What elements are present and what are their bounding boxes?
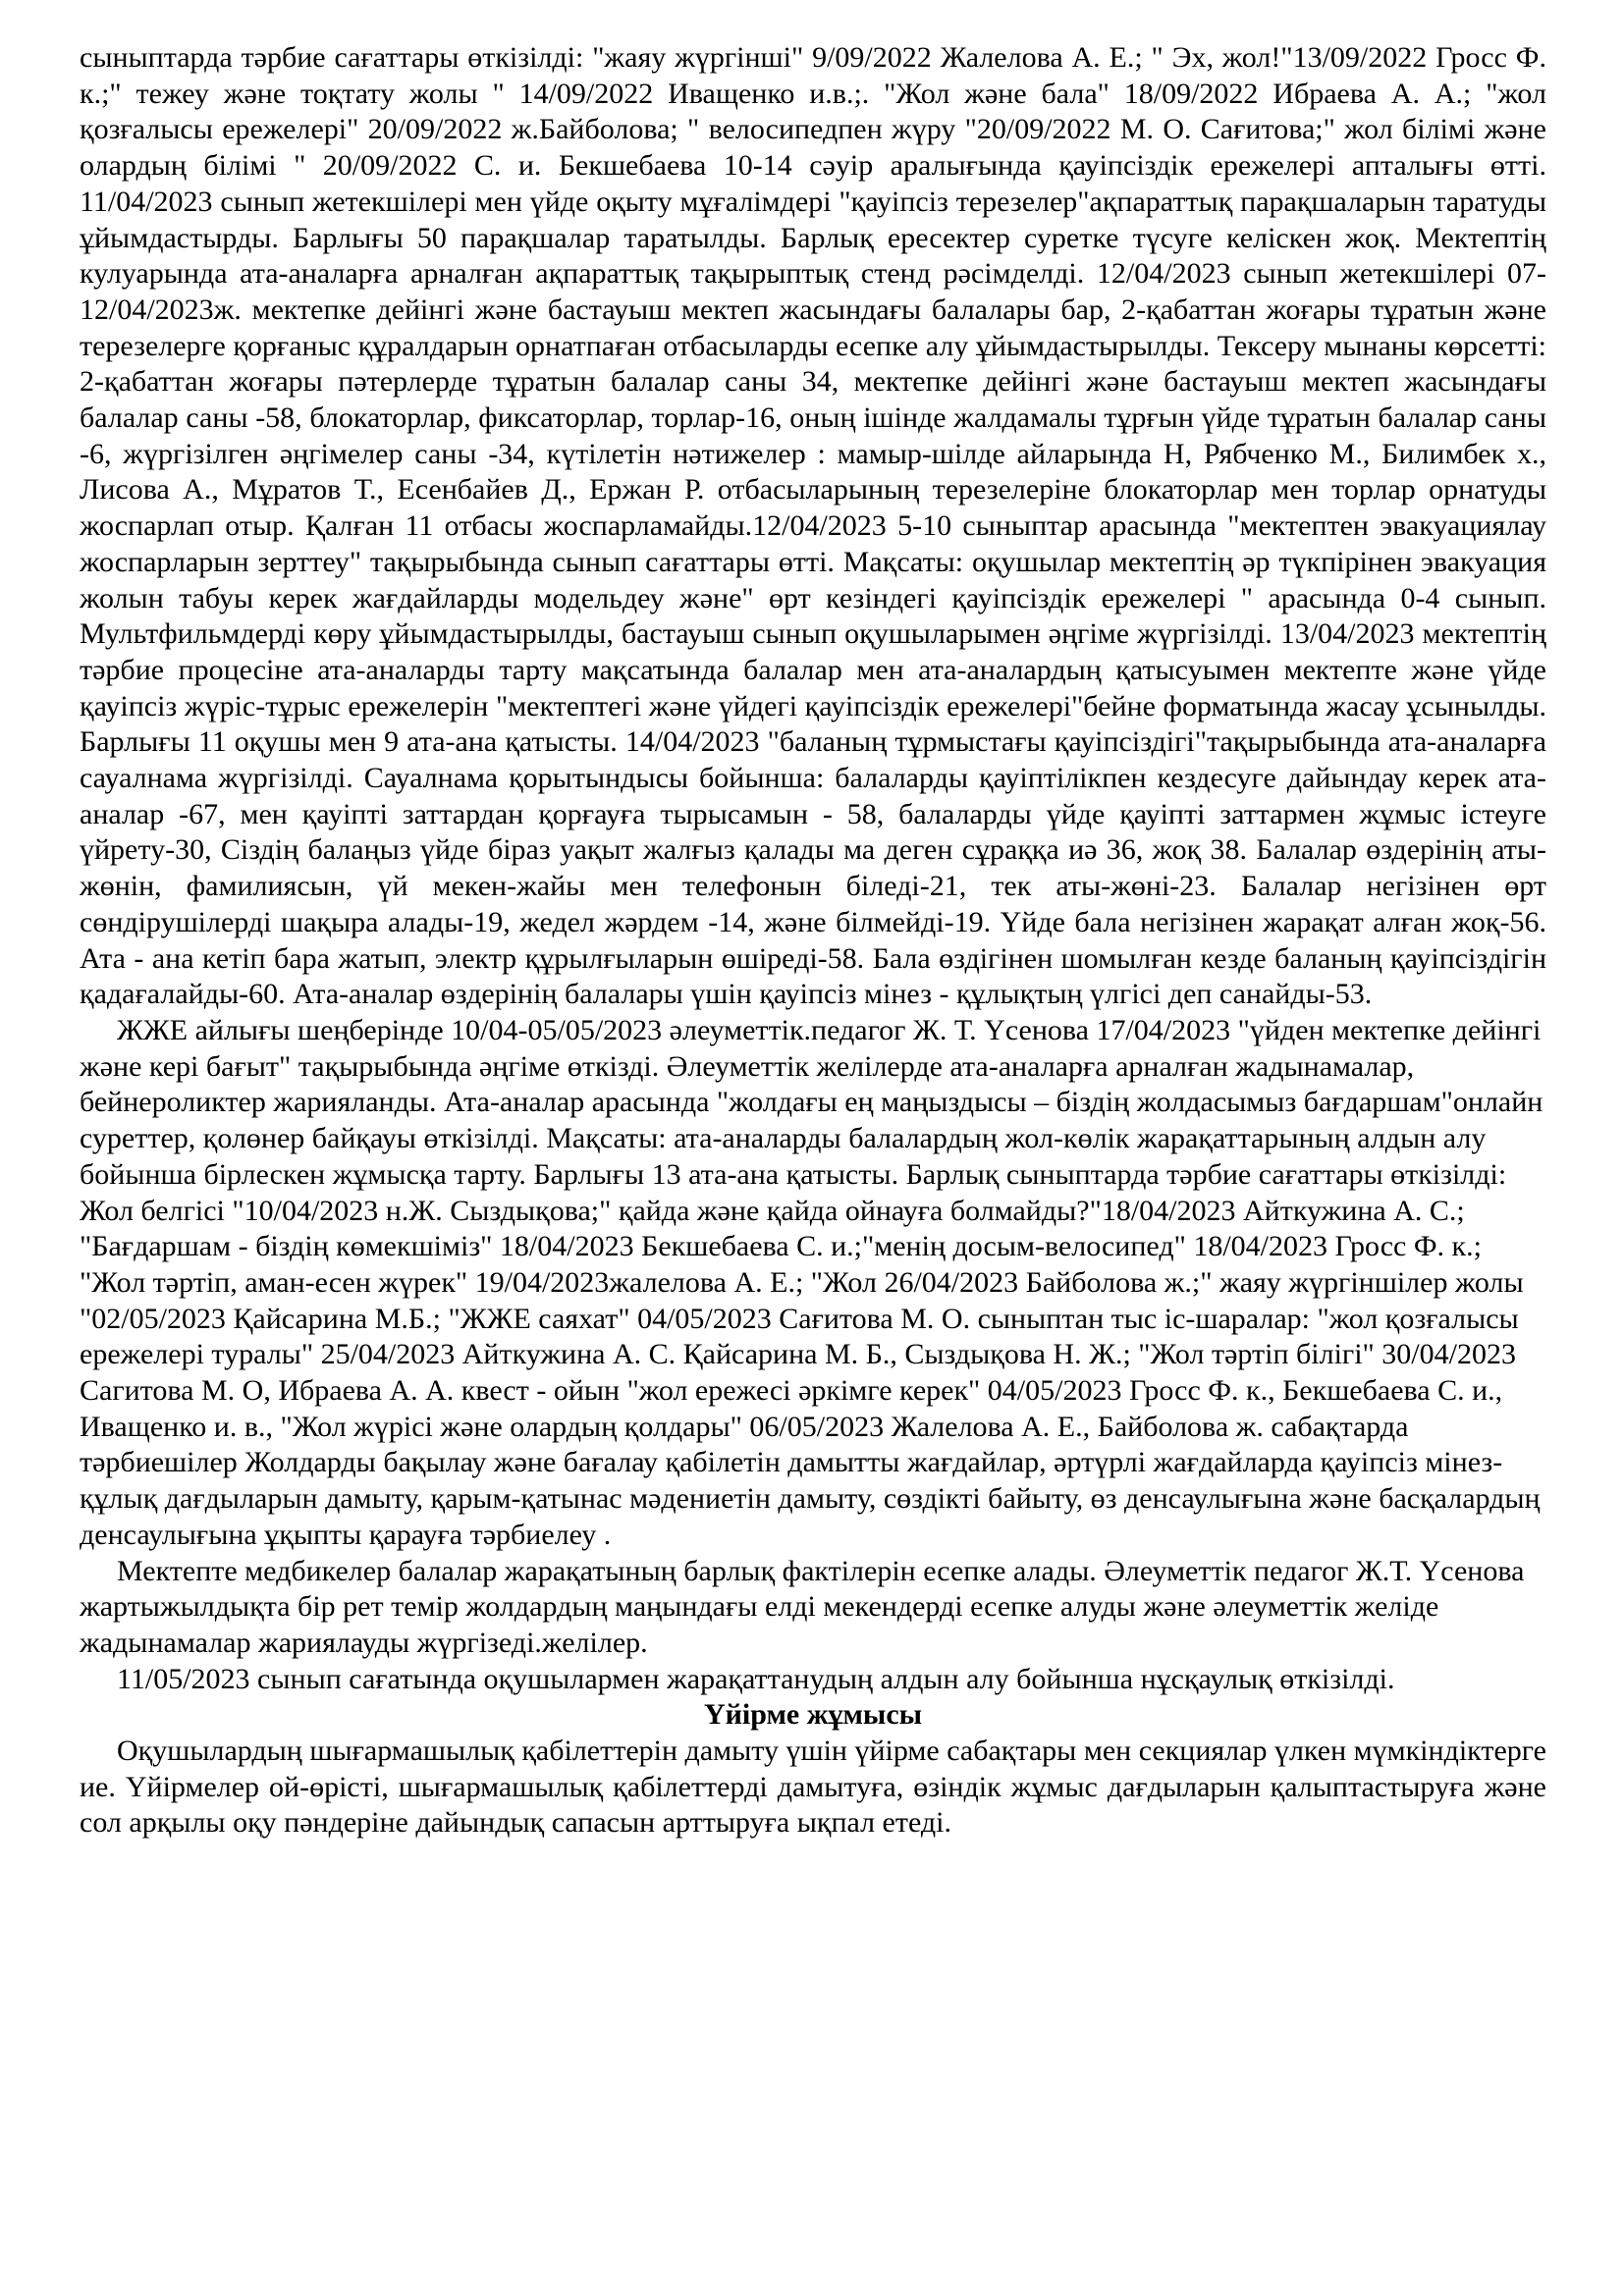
paragraph-medical-records: Мектепте медбикелер балалар жарақатының барлық фактілерін есепке алады. Әлеуметтік педагог Ж.Т. Үсенова жартыжылдықта бір рет темір жолдардың маңындағы елді мекендерді есепке алуды және әлеуметтік желіде жадынамалар жариялауды жүргізеді.желілер. (80, 1554, 1525, 1659)
paragraph-traffic-rules-month: ЖЖЕ айлығы шеңберінде 10/04-05/05/2023 әлеуметтік.педагог Ж. Т. Үсенова 17/04/2023 "үйден мектепке дейінгі және кері бағыт" тақырыбында әңгіме өткізді. Әлеуметтік желілерде ата-аналарға арналған жадынамалар, бейнероликтер жарияланды. Ата-аналар арасында "жолдағы ең маңыздысы – біздің жолдасымыз бағдаршам"онлайн суреттер, қолөнер байқауы өткізілді. Мақсаты: ата-аналарды балалардың жол-көлік жарақаттарының алдын алу бойынша бірлескен жұмысқа тарту. Барлығы 13 ата-ана қатысты. Барлық сыныптарда тәрбие сағаттары өткізілді: Жол белгісі "10/04/2023 н.Ж. Сыздықова;" қайда және қайда ойнауға болмайды?"18/04/2023 Айткужина А. С.; "Бағдаршам - біздің көмекшіміз" 18/04/2023 Бекшебаева С. и.;"менің досым-велосипед" 18/04/2023 Гросс Ф. к.; "Жол тәртіп, аман-есен жүрек" 19/04/2023жалелова А. Е.; "Жол 26/04/2023 Байболова ж.;" жаяу жүргіншілер жолы "02/05/2023 Қайсарина М.Б.; "ЖЖЕ саяхат" 04/05/2023 Сағитова М. О. сыныптан тыс іс-шаралар: "жол қозғалысы ережелері туралы" 25/04/2023 Айткужина А. С. Қайсарина М. Б., Сыздықова Н. Ж.; "Жол тәртіп білігі" 30/04/2023 Сагитова М. О, Ибраева А. А. квест - ойын "жол ережесі әркімге керек" 04/05/2023 Гросс Ф. к., Бекшебаева С. и., Иващенко и. в., "Жол жүрісі және олардың қолдары" 06/05/2023 Жалелова А. Е., Байболова ж. сабақтарда тәрбиешілер Жолдарды бақылау және бағалау қабілетін дамытты жағдайлар, әртүрлі жағдайларда қауіпсіз мінез-құлық дағдыларын дамыту, қарым-қатынас мәдениетін дамыту, сөздікті байыту, өз денсаулығына және басқалардың денсаулығына ұқыпты қарауға тәрбиелеу . (80, 1013, 1543, 1551)
section-heading-club-work: Үйірме жұмысы (703, 1698, 923, 1732)
paragraph-club-work: Оқушылардың шығармашылық қабілеттерін дамыту үшін үйірме сабақтары мен секциялар үлкен мүмкіндіктерге ие. Үйірмелер ой-өрісті, шығармашылық қабілеттерді дамытуға, өзіндік жұмыс дағдыларын қалыптастыруға және сол арқылы оқу пәндеріне дайындық сапасын арттыруға ықпал етеді. (80, 1735, 1546, 1840)
paragraph-injury-prevention-briefing: 11/05/2023 сынып сағатында оқушылармен жарақаттанудың алдын алу бойынша нұсқаулық өткізілді. (117, 1662, 1395, 1695)
paragraph-safety-weeks-report: сыныптарда тәрбие сағаттары өткізілді: "жаяу жүргінші" 9/09/2022 Жалелова А. Е.; " Эх, жол!"13/09/2022 Гросс Ф. к.;" тежеу және тоқтату жолы " 14/09/2022 Иващенко и.в.;. "Жол және бала" 18/09/2022 Ибраева А. А.; "жол қозғалысы ережелері" 20/09/2022 ж.Байболова; " велосипедпен жүру "20/09/2022 М. О. Сағитова;" жол білімі және олардың білімі " 20/09/2022 С. и. Бекшебаева 10-14 сәуір аралығында қауіпсіздік ережелері апталығы өтті. 11/04/2023 сынып жетекшілері мен үйде оқыту мұғалімдері "қауіпсіз терезелер"ақпараттық парақшаларын таратуды ұйымдастырды. Барлығы 50 парақшалар таратылды. Барлық ересектер суретке түсуге келіскен жоқ. Мектептің кулуарында ата-аналарға арналған ақпараттық тақырыптық стенд рәсімделді. 12/04/2023 сынып жетекшілері 07-12/04/2023ж. мектепке дейінгі және бастауыш мектеп жасындағы балалары бар, 2-қабаттан жоғары тұратын және терезелерге қорғаныс құралдарын орнатпаған отбасыларды есепке алу ұйымдастырылды. Тексеру мынаны көрсетті: 2-қабаттан жоғары пәтерлерде тұратын балалар саны 34, мектепке дейінгі және бастауыш мектеп жасындағы балалар саны -58, блокаторлар, фиксаторлар, торлар-16, оның ішінде жалдамалы тұрғын үйде тұратын балалар саны -6, жүргізілген әңгімелер саны -34, күтілетін нәтижелер : мамыр-шілде айларында Н, Рябченко М., Билимбек х., Лисова А., Мұратов Т., Есенбайев Д., Ержан Р. отбасыларының терезелеріне блокаторлар мен торлар орнатуды жоспарлап отыр. Қалған 11 отбасы жоспарламайды.12/04/2023 5-10 сыныптар арасында "мектептен эвакуациялау жоспарларын зерттеу" тақырыбында сынып сағаттары өтті. Мақсаты: оқушылар мектептің әр түкпірінен эвакуация жолын табуы керек жағдайларды модельдеу және" өрт кезіндегі қауіпсіздік ережелері " арасында 0-4 сынып. Мультфильмдерді көру ұйымдастырылды, бастауыш сынып оқушыларымен әңгіме жүргізілді. 13/04/2023 мектептің тәрбие процесіне ата-аналарды тарту мақсатында балалар мен ата-аналардың қатысуымен мектепте және үйде қауіпсіз жүріс-тұрыс ережелерін "мектептегі және үйдегі қауіпсіздік ережелері"бейне форматында жасау ұсынылды. Барлығы 11 оқушы мен 9 ата-ана қатысты. 14/04/2023 "баланың тұрмыстағы қауіпсіздігі"тақырыбында ата-аналарға сауалнама жүргізілді. Сауалнама қорытындысы бойынша: балаларды қауіптілікпен кездесуге дайындау керек ата-аналар -67, мен қауіпті заттардан қорғауға тырысамын - 58, балаларды үйде қауіпті заттармен жұмыс істеуге үйрету-30, Сіздің балаңыз үйде біраз уақыт жалғыз қалады ма деген сұраққа иә 36, жоқ 38. Балалар өздерінің аты-жөнін, фамилиясын, үй мекен-жайы мен телефонын біледі-21, тек аты-жөні-23. Балалар негізінен өрт сөндірушілерді шақыра алады-19, жедел жәрдем -14, және білмейді-19. Үйде бала негізінен жарақат алған жоқ-56. Ата - ана кетіп бара жатып, электр құрылғыларын өшіреді-58. Бала өздігінен шомылған кезде баланың қауіпсіздігін қадағалайды-60. Ата-аналар өздерінің балалары үшін қауіпсіз мінез - құлықтың үлгісі деп санайды-53. (80, 41, 1546, 1011)
